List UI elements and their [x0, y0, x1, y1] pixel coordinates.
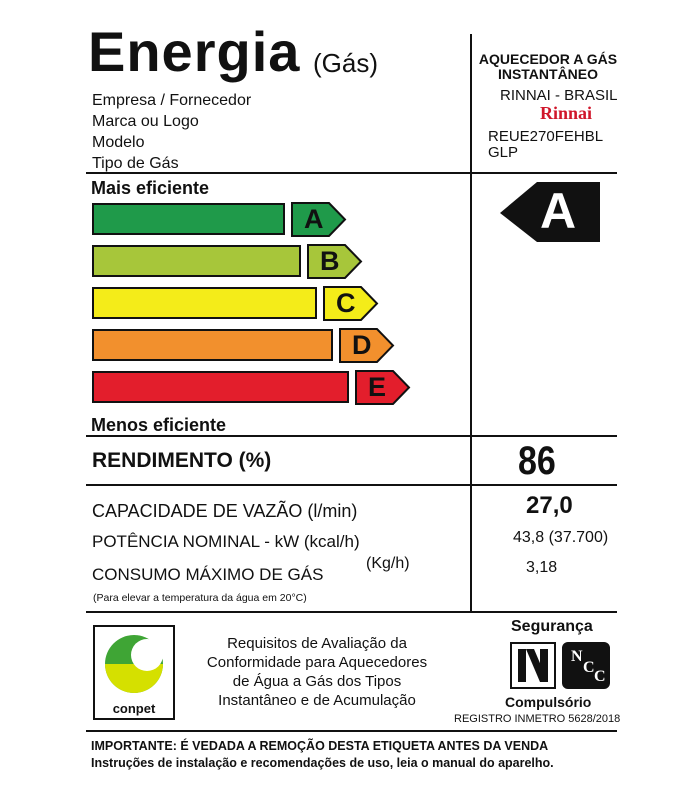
- consumo-unit: (Kg/h): [366, 555, 410, 572]
- vazao-label: CAPACIDADE DE VAZÃO (l/min): [92, 501, 358, 521]
- vazao-value: 27,0: [526, 492, 573, 519]
- ncc-letter-c2: C: [594, 668, 606, 685]
- vertical-divider: [470, 34, 472, 612]
- efficiency-divider: [86, 435, 617, 437]
- requirements-line: Requisitos de Avaliação da: [227, 635, 407, 652]
- product-company: RINNAI - BRASIL: [500, 87, 618, 104]
- efficiency-letter-e: E: [368, 372, 387, 402]
- product-type-line1: AQUECEDOR A GÁS: [478, 51, 618, 67]
- label-title: Energia: [88, 20, 301, 83]
- ncc-mark: [562, 642, 610, 689]
- label-subtitle: (Gás): [313, 48, 378, 78]
- consumo-label: CONSUMO MÁXIMO DE GÁS: [92, 565, 324, 584]
- efficiency-bar-b: [92, 245, 301, 277]
- rating-letter: A: [540, 183, 577, 239]
- seguranca-label: Segurança: [511, 618, 593, 635]
- efficiency-bar-e: [92, 371, 349, 403]
- header-divider: [86, 172, 617, 174]
- potencia-label: POTÊNCIA NOMINAL - kW (kcal/h): [92, 532, 360, 551]
- conpet-logo: [93, 625, 175, 720]
- rendimento-value: 86: [518, 439, 556, 483]
- label-gas-type: Tipo de Gás: [92, 155, 179, 172]
- rendimento-divider: [86, 484, 617, 486]
- requirements-line: Instantâneo e de Acumulação: [218, 692, 416, 709]
- product-model: REUE270FEHBL: [488, 128, 604, 145]
- efficiency-letter-b: B: [320, 246, 340, 276]
- efficiency-bar-c: [92, 287, 317, 319]
- inmetro-mark: [510, 642, 556, 689]
- conpet-icon: [95, 629, 173, 699]
- requirements-line: Conformidade para Aquecedores: [206, 654, 428, 671]
- label-model: Modelo: [92, 134, 145, 151]
- efficiency-letter-d: D: [352, 330, 372, 360]
- inmetro-icon: [512, 644, 554, 687]
- least-efficient-label: Menos eficiente: [91, 415, 227, 435]
- product-gas-type: GLP: [488, 144, 519, 161]
- registro-inmetro: REGISTRO INMETRO 5628/2018: [454, 713, 621, 725]
- label-brand: Marca ou Logo: [92, 113, 199, 130]
- potencia-value: 43,8 (37.700): [513, 529, 609, 546]
- efficiency-letter-a: A: [304, 204, 324, 234]
- efficiency-bar-d: [92, 329, 333, 361]
- temperature-note: (Para elevar a temperatura da água em 20°C): [93, 592, 307, 604]
- label-company: Empresa / Fornecedor: [92, 92, 252, 109]
- compulsorio-label: Compulsório: [505, 694, 592, 710]
- requirements-line: de Água a Gás dos Tipos: [232, 673, 402, 690]
- brand-logo: Rinnai: [540, 103, 593, 123]
- footer-instructions: Instruções de instalação e recomendações de uso, leia o manual do aparelho.: [91, 756, 554, 770]
- efficiency-bar-a: [92, 203, 285, 235]
- product-type-line2: INSTANTÂNEO: [497, 66, 599, 82]
- requirements-text: [186, 634, 448, 710]
- efficiency-letter-c: C: [336, 288, 356, 318]
- conpet-label: conpet: [112, 701, 156, 716]
- footer-warning: IMPORTANTE: É VEDADA A REMOÇÃO DESTA ETIQUETA ANTES DA VENDA: [91, 739, 549, 753]
- footer-divider: [86, 730, 617, 732]
- ncc-letter-n: N: [571, 648, 583, 665]
- rendimento-label: RENDIMENTO (%): [92, 449, 272, 472]
- specs-divider: [86, 611, 617, 613]
- most-efficient-label: Mais eficiente: [91, 178, 210, 198]
- ncc-letter-c1: C: [583, 659, 595, 676]
- consumo-value: 3,18: [526, 559, 558, 576]
